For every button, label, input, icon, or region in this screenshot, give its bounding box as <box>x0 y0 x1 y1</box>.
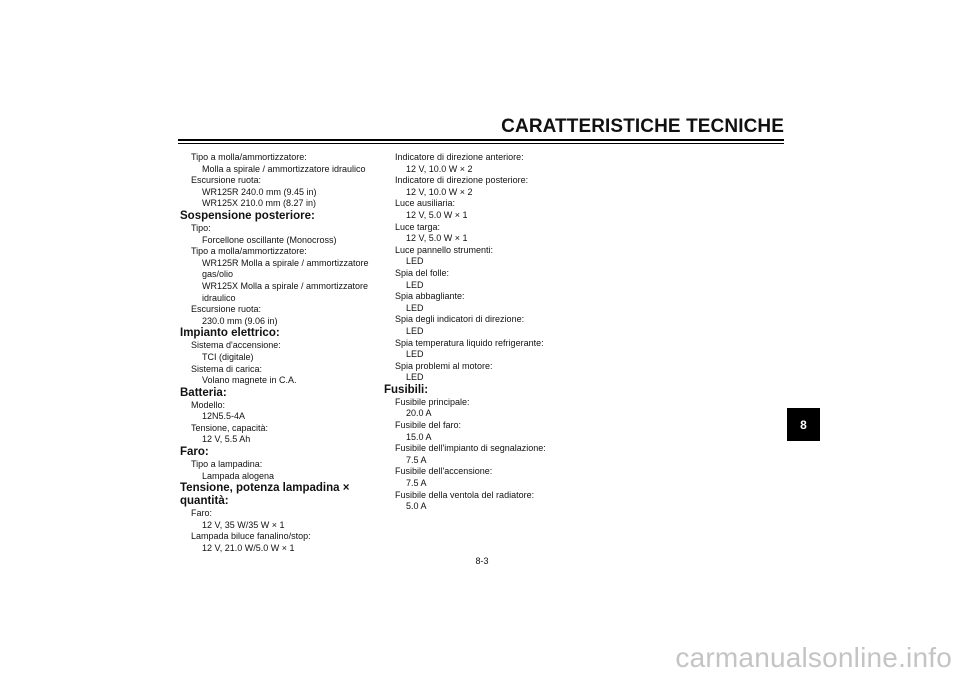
spec-value: Lampada alogena <box>202 470 275 481</box>
spec-value: LED <box>406 302 424 313</box>
spec-value: 12 V, 21.0 W/5.0 W × 1 <box>202 543 295 554</box>
spec-value: WR125X 210.0 mm (8.27 in) <box>202 198 317 209</box>
watermark: carmanualsonline.info <box>675 642 952 673</box>
spec-label: Indicatore di direzione posteriore: <box>395 175 529 186</box>
section-heading: Impianto elettrico: <box>180 327 280 340</box>
spec-label: Fusibile dell'impianto di segnalazione: <box>395 443 546 454</box>
spec-label: Fusibile del faro: <box>395 420 462 431</box>
spec-label: Spia abbagliante: <box>395 291 465 302</box>
spec-label: Fusibile principale: <box>395 396 470 407</box>
section-heading: Faro: <box>180 446 209 459</box>
spec-value: WR125X Molla a spirale / ammortizzatore idraulico <box>202 280 369 303</box>
spec-label: Fusibile dell'accensione: <box>395 466 493 477</box>
spec-label: Tensione, capacità: <box>191 422 269 433</box>
spec-label: Luce targa: <box>395 221 441 232</box>
spec-value: 12 V, 10.0 W × 2 <box>406 186 473 197</box>
spec-value: WR125R Molla a spirale / ammortizzatore gas/olio <box>202 257 369 280</box>
spec-label: Sistema di carica: <box>191 363 263 374</box>
section-heading: Fusibili: <box>384 383 429 396</box>
spec-label: Faro: <box>191 508 213 519</box>
spec-label: Tipo a lampadina: <box>191 459 263 470</box>
spec-value: LED <box>406 349 424 360</box>
spec-value: TCI (digitale) <box>202 351 254 362</box>
spec-label: Tipo a molla/ammortizzatore: <box>191 152 307 162</box>
section-heading: Sospensione posteriore: <box>180 209 315 222</box>
spec-value: 7.5 A <box>406 478 427 489</box>
spec-value: Molla a spirale / ammortizzatore idraulico <box>202 163 366 174</box>
spec-value: 12 V, 35 W/35 W × 1 <box>202 519 285 530</box>
spec-label: Spia temperatura liquido refrigerante: <box>395 337 544 348</box>
page-number: 8-3 <box>475 556 489 566</box>
spec-label: Indicatore di direzione anteriore: <box>395 152 524 162</box>
spec-label: Modello: <box>191 399 226 410</box>
left-column <box>180 152 380 555</box>
spec-value: 12N5.5-4A <box>202 411 246 422</box>
spec-value: 12 V, 5.5 Ah <box>202 434 251 445</box>
spec-label: Sistema d'accensione: <box>191 340 281 351</box>
page-title: CARATTERISTICHE TECNICHE <box>501 116 784 137</box>
spec-value: LED <box>406 325 424 336</box>
spec-value: Forcellone oscillante (Monocross) <box>202 234 337 245</box>
section-heading: Batteria: <box>180 386 227 399</box>
spec-value: 20.0 A <box>406 408 432 419</box>
header-rule-thick <box>178 139 784 141</box>
spec-label: Lampada biluce fanalino/stop: <box>191 531 311 542</box>
spec-label: Spia del folle: <box>395 267 450 278</box>
spec-label: Escursione ruota: <box>191 304 262 315</box>
chapter-tab[interactable]: 8 <box>787 408 820 441</box>
spec-label: Tipo: <box>191 222 211 233</box>
spec-label: Fusibile della ventola del radiatore: <box>395 489 535 500</box>
spec-value: LED <box>406 372 424 383</box>
spec-label: Tipo a molla/ammortizzatore: <box>191 246 307 257</box>
spec-label: Spia degli indicatori di direzione: <box>395 314 525 325</box>
spec-value: 7.5 A <box>406 454 427 465</box>
spec-label: Luce pannello strumenti: <box>395 244 494 255</box>
spec-label: Spia problemi al motore: <box>395 360 493 371</box>
spec-value: LED <box>406 256 424 267</box>
spec-value: 12 V, 5.0 W × 1 <box>406 233 468 244</box>
spec-value: 5.0 A <box>406 501 427 512</box>
spec-value: LED <box>406 279 424 290</box>
spec-label: Luce ausiliaria: <box>395 198 456 209</box>
spec-value: 230.0 mm (9.06 in) <box>202 315 278 326</box>
spec-value: WR125R 240.0 mm (9.45 in) <box>202 186 317 197</box>
spec-value: Volano magnete in C.A. <box>202 375 297 386</box>
spec-value: 12 V, 5.0 W × 1 <box>406 209 468 220</box>
header-rule-thin <box>178 143 784 144</box>
right-column <box>384 152 584 513</box>
spec-value: 15.0 A <box>406 431 432 442</box>
spec-label: Escursione ruota: <box>191 175 262 186</box>
section-heading: Tensione, potenza lampadina × quantità: <box>180 482 350 508</box>
spec-value: 12 V, 10.0 W × 2 <box>406 163 473 174</box>
